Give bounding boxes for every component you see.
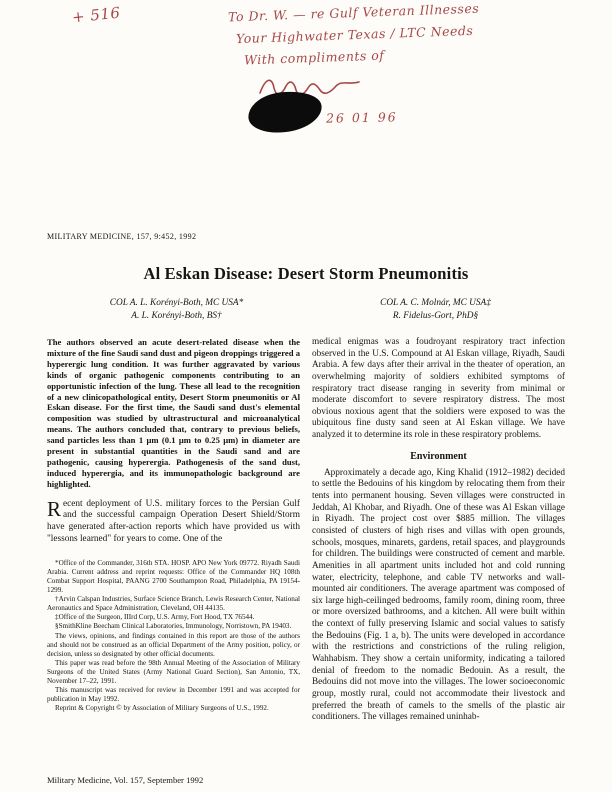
section-heading-environment: Environment bbox=[410, 450, 467, 462]
footnote-item: This paper was read before the 98th Annual Meeting of the Association of Military Surgeons of the United States (Army National Guard Section), San Antonio, TX, November 17–22, 1991. bbox=[47, 658, 300, 685]
handwritten-line-3: With compliments of bbox=[243, 47, 385, 68]
handwritten-line-2: Your Highwater Texas / LTC Needs bbox=[235, 22, 474, 47]
author-line: A. L. Korényi-Both, BS† bbox=[131, 311, 222, 322]
author-line: COL A. L. Korényi-Both, MC USA* bbox=[109, 298, 244, 308]
author-block-left bbox=[47, 297, 306, 324]
author-line: COL A. C. Molnár, MC USA‡ bbox=[380, 298, 491, 308]
handwritten-date: 26 01 96 bbox=[325, 109, 398, 126]
footnote-item: Reprint & Copyright © by Association of Military Surgeons of U.S., 1992. bbox=[55, 704, 269, 713]
footnote-item: †Arvin Calspan Industries, Surface Science Branch, Lewis Research Center, National Aeronautics and Space Administration, Cleveland, OH 44135. bbox=[47, 595, 300, 613]
footnote-item: §SmithKline Beecham Clinical Laboratories, Immunology, Norristown, PA 19403. bbox=[55, 622, 292, 631]
page-footer: Military Medicine, Vol. 157, September 1992 bbox=[47, 775, 204, 785]
author-line: R. Fidelus-Gort, PhD§ bbox=[392, 311, 479, 322]
handwritten-line-1: To Dr. W. — re Gulf Veteran Illnesses bbox=[227, 0, 480, 25]
intro-paragraph bbox=[47, 496, 300, 546]
body-paragraph: medical enigmas was a foudroyant respiratory tract infection observed in the U.S. Compound at Al Eskan village, Riyadh, Saudi Arabia. A few days after their arrival in the theater of operation, an overwhelming majority of soldiers exhibited symptoms of respiratory tract disease ranging in severity from minimal or moderate discomfort to severe respiratory distress. The most obvious noxious agent that the soldiers were exposed to was the ubiquitous fine dusty sand seen at Al Eskan village. We have analyzed it to determine its role in these respiratory problems. bbox=[312, 337, 565, 441]
footnote-item: ‡Office of the Surgeon, IIIrd Corp, U.S. Army, Fort Hood, TX 76544. bbox=[55, 613, 255, 622]
abstract-paragraph: The authors observed an acute desert-related disease when the mixture of the fine Saudi sand dust and pigeon droppings triggered a hyperergic lung condition. It was further aggravated by various kinds of organic pathogenic components contributing to an opportunistic infection of the lung. These all lead to the recognition of a new clinicopathological entity, Desert Storm pneumonitis or Al Eskan disease. For the first time, the Saudi sand dust's elemental composition was studied by ultrastructural and microanalytical means. The authors concluded that, contrary to previous beliefs, sand particles less than 1 μm (0.1 μm to 0.25 μm) in diameter are present in substantial quantities in the Saudi sand and are pathogenic, causing hyperergia. Pathogenesis of the sand dust, induced hyperergia, and its immunopathologic background are highlighted. bbox=[47, 337, 300, 489]
handwritten-number: + 516 bbox=[71, 3, 122, 27]
footnote-item: The views, opinions, and findings contained in this report are those of the authors and should not be construed as an official Department of the Army position, policy, or decision, unless so designated by other official documents. bbox=[47, 631, 300, 658]
drop-cap: R bbox=[47, 496, 62, 521]
footnote-item: *Office of the Commander, 316th STA. HOSP. APO New York 09772. Riyadh Saudi Arabia. Current address and reprint requests: Office of the Commander HQ 108th Combat Support Hospital, PAANG 2700 Southampton Road, Philadelphia, PA 19154-1299. bbox=[47, 558, 300, 595]
author-block-right bbox=[306, 297, 565, 324]
footnote-block bbox=[47, 559, 300, 713]
left-column bbox=[47, 337, 300, 713]
intro-text: ecent deployment of U.S. military forces to the Persian Gulf and the successful campaign Operation Desert Shield/Storm have generated after-action reports which have provided us with "lessons learned" for years to come. One of the bbox=[47, 498, 300, 545]
journal-citation-line: MILITARY MEDICINE, 157, 9:452, 1992 bbox=[47, 232, 197, 241]
author-block bbox=[47, 297, 565, 324]
footnote-item: This manuscript was received for review in December 1991 and was accepted for publication in May 1992. bbox=[47, 685, 300, 704]
body-paragraph: Approximately a decade ago, King Khalid (1912–1982) decided to settle the Bedouins of his kingdom by relocating them from their tents into permanent housing. Seven villages were constructed in Jeddah, Al Khobar, and Riyadh. One of these was Al Eskan village in Riyadh. The project cost over $885 million. The villages consisted of clusters of high rises and villas with open grounds, schools, mosques, minarets, gardens, retail spaces, and playgrounds for children. The buildings were constructed of cement and marble. Amenities in all apartment units included hot and cold running water, electricity, telephone, and cable TV networks and wall-mounted air conditioners. The average apartment was composed of six large high-ceilinged bedrooms, family room, dining room, three or more oversized bathrooms, and a kitchen. All were built within the context of fully preserving Islamic and social values to satisfy the Bedouins (Fig. 1 a, b). The units were developed in accordance with the restrictions and constrictions of the ruling religion, Wahhabism. They show a certain uniformity, indicating a tailored denial of freedom to the nomadic Bedouin. As a result, the Bedouins did not move into the villages. The lower socioeconomic group, mostly rural, could not accommodate their livestock and preferred the breath of camels to the smells of the plastic air conditioners. The villages remained uninhab- bbox=[312, 467, 565, 723]
right-column bbox=[312, 337, 565, 724]
article-title: Al Eskan Disease: Desert Storm Pneumonitis bbox=[143, 264, 469, 284]
